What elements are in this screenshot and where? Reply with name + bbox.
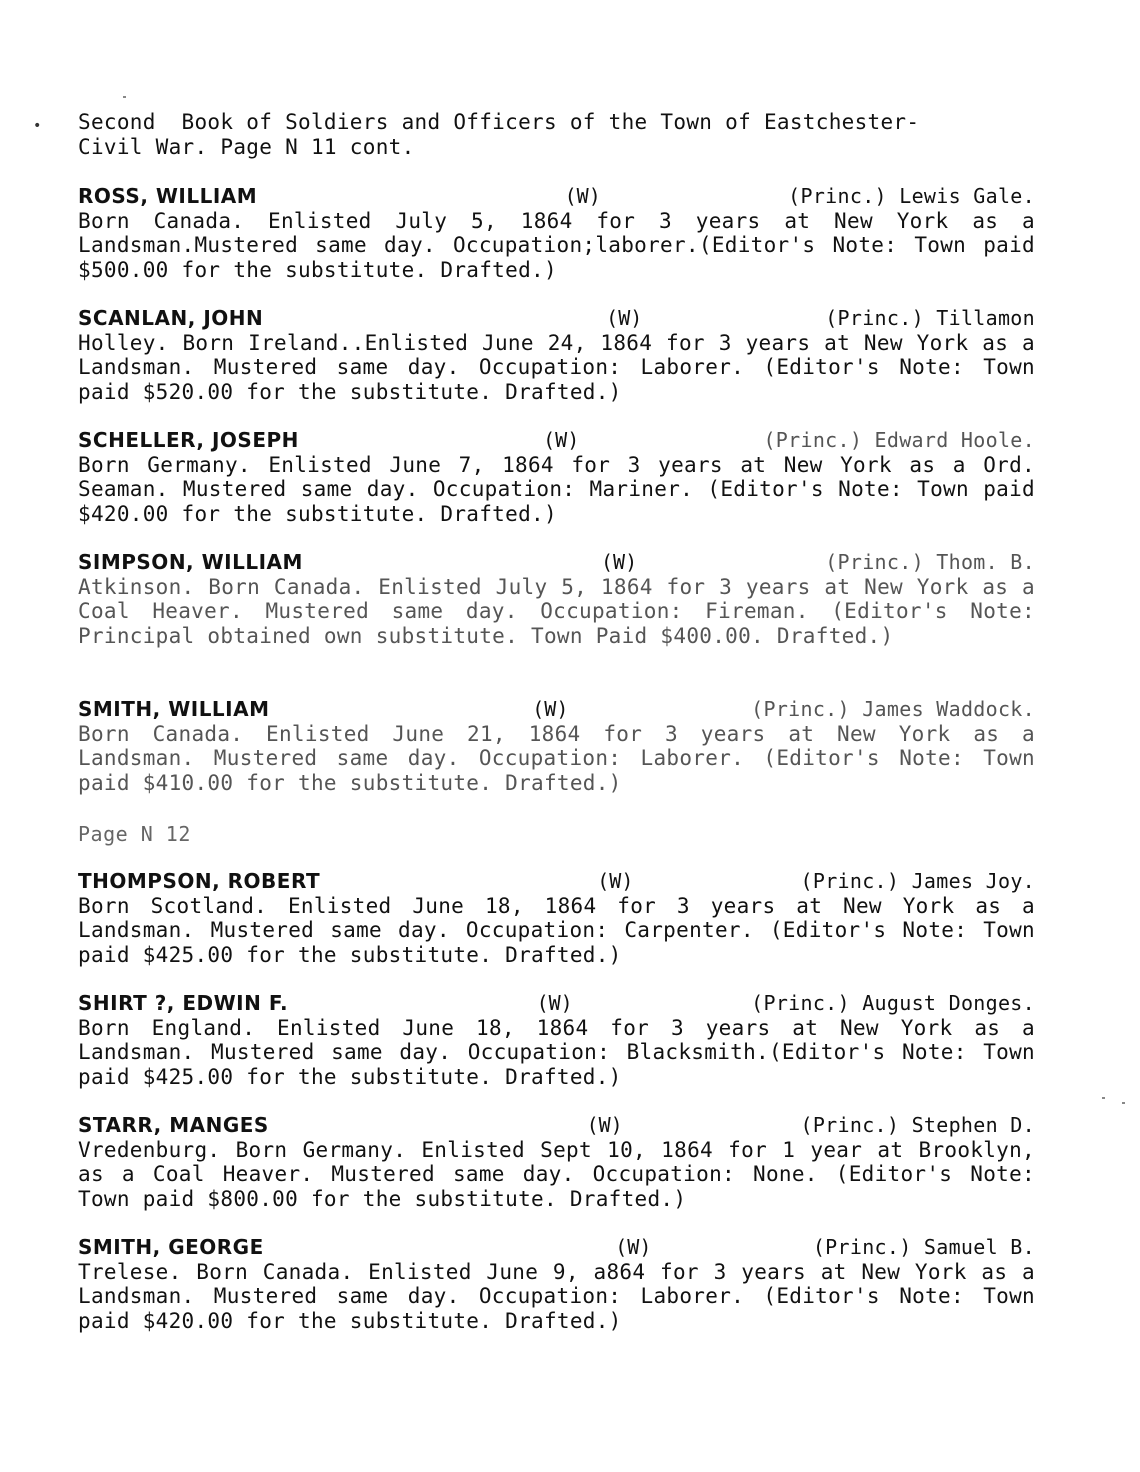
race-code: (W) bbox=[586, 1113, 623, 1137]
soldier-name: SHIRT ?, EDWIN F. bbox=[78, 991, 289, 1015]
principal-name: (Princ.) James Joy. bbox=[800, 869, 1035, 893]
soldier-entry bbox=[78, 306, 1035, 404]
principal-name: (Princ.) Edward Hoole. bbox=[763, 428, 1035, 452]
entry-header-line bbox=[78, 428, 1035, 453]
race-code: (W) bbox=[543, 428, 580, 452]
soldier-entry bbox=[78, 550, 1035, 648]
principal-name: (Princ.) Tillamon bbox=[825, 306, 1035, 330]
entry-header-line bbox=[78, 184, 1035, 209]
entry-header-line bbox=[78, 1235, 1035, 1260]
soldier-name: STARR, MANGES bbox=[78, 1113, 269, 1137]
principal-name: (Princ.) Thom. B. bbox=[825, 550, 1035, 574]
scan-speck bbox=[1122, 1102, 1125, 1104]
entry-header-line bbox=[78, 991, 1035, 1016]
entry-header-line bbox=[78, 1113, 1035, 1138]
soldier-entry bbox=[78, 1113, 1035, 1211]
race-code: (W) bbox=[606, 306, 643, 330]
principal-name: (Princ.) Stephen D. bbox=[800, 1113, 1035, 1137]
entry-body-text: Vredenburg. Born Germany. Enlisted Sept 10, 1864 for 1 year at Brooklyn, as a Coal Heaver. Mustered same day. Occupation: None. (Editor's Note: Town paid $800.00 for the substitute. Drafted.) bbox=[78, 1137, 1035, 1211]
soldier-entry bbox=[78, 1235, 1035, 1333]
race-code: (W) bbox=[564, 184, 601, 208]
soldier-name: SCANLAN, JOHN bbox=[78, 306, 264, 330]
entry-header-line bbox=[78, 306, 1035, 331]
principal-name: (Princ.) Lewis Gale. bbox=[788, 184, 1035, 208]
race-code: (W) bbox=[597, 869, 634, 893]
entry-body-text: Holley. Born Ireland..Enlisted June 24, 1864 for 3 years at New York as a Landsman. Mustered same day. Occupation: Laborer. (Editor's Note: Town paid $520.00 for the substitute. Drafted.) bbox=[78, 330, 1035, 404]
entry-body-text: Atkinson. Born Canada. Enlisted July 5, 1864 for 3 years at New York as a Coal Heaver. Mustered same day. Occupation: Fireman. (Editor's Note: Principal obtained own substitute. Town Paid $400.00. Drafted.) bbox=[78, 574, 1035, 648]
margin-dot-mark: • bbox=[33, 118, 42, 134]
race-code: (W) bbox=[536, 991, 573, 1015]
scan-speck bbox=[1102, 1097, 1105, 1099]
soldier-name: THOMPSON, ROBERT bbox=[78, 869, 321, 893]
entry-body-text: Born Germany. Enlisted June 7, 1864 for 3 years at New York as a Ord. Seaman. Mustered same day. Occupation: Mariner. (Editor's Note: Town paid $420.00 for the substitute. Drafted.) bbox=[78, 452, 1035, 526]
race-code: (W) bbox=[532, 697, 569, 721]
soldier-entry bbox=[78, 697, 1035, 795]
race-code: (W) bbox=[615, 1235, 652, 1259]
page-number-label: Page N 12 bbox=[78, 822, 191, 846]
soldier-name: SMITH, GEORGE bbox=[78, 1235, 264, 1259]
soldier-name: ROSS, WILLIAM bbox=[78, 184, 258, 208]
entry-body-text: Trelese. Born Canada. Enlisted June 9, a864 for 3 years at New York as a Landsman. Mustered same day. Occupation: Laborer. (Editor's Note: Town paid $420.00 for the substitute. Drafted.) bbox=[78, 1259, 1035, 1333]
principal-name: (Princ.) August Donges. bbox=[751, 991, 1035, 1015]
soldier-entry bbox=[78, 428, 1035, 526]
principal-name: (Princ.) Samuel B. bbox=[812, 1235, 1035, 1259]
soldier-name: SCHELLER, JOSEPH bbox=[78, 428, 299, 452]
scan-speck bbox=[123, 96, 126, 98]
soldier-name: SIMPSON, WILLIAM bbox=[78, 550, 303, 574]
soldier-entry bbox=[78, 184, 1035, 282]
entry-header-line bbox=[78, 697, 1035, 722]
entry-header-line bbox=[78, 550, 1035, 575]
soldier-entry bbox=[78, 869, 1035, 967]
entry-body-text: Born England. Enlisted June 18, 1864 for 3 years at New York as a Landsman. Mustered same day. Occupation: Blacksmith.(Editor's Note: Town paid $425.00 for the substitute. Drafted.) bbox=[78, 1015, 1035, 1089]
entry-header-line bbox=[78, 869, 1035, 894]
soldier-entry bbox=[78, 991, 1035, 1089]
entry-body-text: Born Canada. Enlisted June 21, 1864 for 3 years at New York as a Landsman. Mustered same day. Occupation: Laborer. (Editor's Note: Town paid $410.00 for the substitute. Drafted.) bbox=[78, 721, 1035, 795]
document-header: Second Book of Soldiers and Officers of the Town of Eastchester- Civil War. Page N 11 cont. bbox=[78, 110, 920, 159]
entry-body-text: Born Canada. Enlisted July 5, 1864 for 3 years at New York as a Landsman.Mustered same day. Occupation;laborer.(Editor's Note: Town paid $500.00 for the substitute. Drafted.) bbox=[78, 208, 1035, 282]
race-code: (W) bbox=[601, 550, 638, 574]
soldier-name: SMITH, WILLIAM bbox=[78, 697, 270, 721]
entry-body-text: Born Scotland. Enlisted June 18, 1864 for 3 years at New York as a Landsman. Mustered same day. Occupation: Carpenter. (Editor's Note: Town paid $425.00 for the substitute. Drafted.) bbox=[78, 893, 1035, 967]
principal-name: (Princ.) James Waddock. bbox=[751, 697, 1035, 721]
